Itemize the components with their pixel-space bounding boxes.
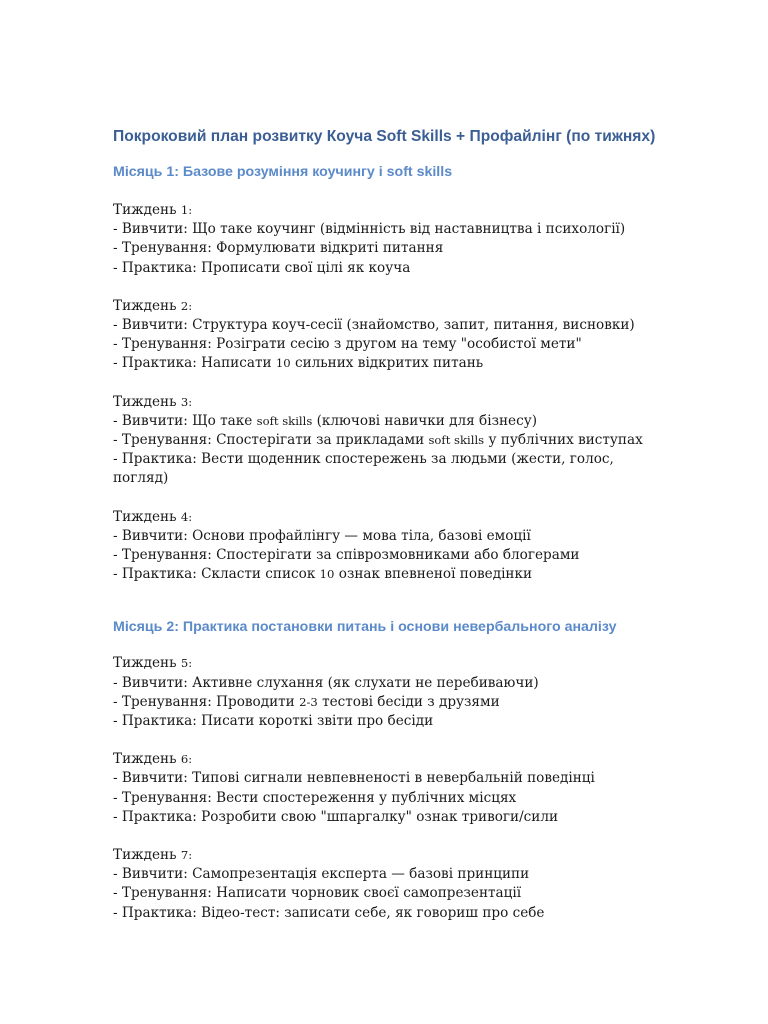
week-1-heading — [113, 201, 753, 220]
week-6-train: - Тренування: Вести спостереження у публічних місцях — [113, 789, 517, 806]
week-3-practice: - Практика: Вести щоденник спостережень за людьми (жести, голос, погляд) — [113, 451, 614, 487]
week-7-train: - Тренування: Написати чорновик своєї самопрезентації — [113, 885, 522, 902]
week-number: 2: — [180, 298, 193, 313]
week-7-heading — [113, 846, 753, 865]
text-run: - Практика: Написати — [113, 355, 272, 372]
week-4-heading — [113, 508, 753, 527]
number-run: 10 — [319, 567, 335, 582]
week-3-heading — [113, 393, 753, 412]
week-5-train — [113, 693, 753, 712]
week-label: Тиждень — [113, 393, 177, 410]
week-label: Тиждень — [113, 297, 177, 314]
document-title: Покроковий план розвитку Коуча Soft Skills + Профайлінг (по тижнях) — [113, 128, 656, 145]
number-run: 2-3 — [299, 694, 318, 709]
term-run: soft skills — [428, 433, 485, 448]
week-1-practice: - Практика: Прописати свої цілі як коуча — [113, 259, 411, 276]
text-run: - Тренування: Проводити — [113, 693, 295, 710]
week-5-study: - Вивчити: Активне слухання (як слухати не перебиваючи) — [113, 674, 539, 691]
week-5-practice: - Практика: Писати короткі звіти про бесіди — [113, 713, 434, 730]
text-run: - Вивчити: Що таке — [113, 412, 253, 429]
number-run: 10 — [275, 356, 291, 371]
week-number: 7: — [180, 848, 193, 863]
week-4-train: - Тренування: Спостерігати за співрозмовниками або блогерами — [113, 547, 580, 564]
week-6-practice: - Практика: Розробити свою "шпаргалку" ознак тривоги/сили — [113, 808, 559, 825]
text-run: сильних відкритих питань — [294, 355, 484, 372]
month-1-heading: Місяць 1: Базове розуміння коучингу і soft skills — [113, 164, 453, 180]
week-2-heading — [113, 297, 753, 316]
week-5 — [113, 654, 753, 731]
week-2-practice — [113, 354, 753, 373]
week-number: 1: — [180, 203, 193, 217]
text-run: (ключові навички для бізнесу) — [316, 412, 537, 429]
week-label: Тиждень — [113, 202, 177, 218]
text-run: - Тренування: Спостерігати за прикладами — [113, 432, 425, 449]
week-number: 6: — [180, 752, 193, 767]
week-1-train: - Тренування: Формулювати відкриті питання — [113, 240, 444, 257]
week-6-heading — [113, 750, 753, 769]
week-7-study: - Вивчити: Самопрезентація експерта — базові принципи — [113, 866, 530, 883]
week-number: 5: — [180, 656, 193, 671]
week-2-train: - Тренування: Розіграти сесію з другом на тему "особистої мети" — [113, 336, 582, 353]
week-1-study: - Вивчити: Що таке коучинг (відмінність від наставництва і психології) — [113, 221, 626, 238]
week-number: 3: — [180, 394, 193, 409]
term-run: soft skills — [256, 413, 313, 428]
week-label: Тиждень — [113, 751, 177, 768]
week-2-study: - Вивчити: Структура коуч-сесії (знайомство, запит, питання, висновки) — [113, 317, 635, 334]
document-page — [113, 124, 753, 923]
text-run: - Практика: Скласти список — [113, 566, 316, 583]
week-3 — [113, 393, 753, 489]
week-3-train — [113, 431, 753, 450]
month-2-heading: Місяць 2: Практика постановки питань і основи невербального аналізу — [113, 619, 617, 636]
text-run: ознак впевненої поведінки — [338, 566, 533, 583]
week-6-study: - Вивчити: Типові сигнали невпевненості в невербальній поведінці — [113, 770, 595, 787]
week-7-practice: - Практика: Відео-тест: записати себе, як говориш про себе — [113, 904, 545, 921]
week-6 — [113, 750, 753, 827]
week-3-study — [113, 412, 753, 431]
week-4-practice — [113, 565, 753, 584]
week-2 — [113, 297, 753, 374]
text-run: тестові бесіди з друзями — [322, 693, 500, 710]
week-label: Тиждень — [113, 655, 177, 672]
week-7 — [113, 846, 753, 923]
text-run: у публічних виступах — [488, 432, 643, 449]
week-5-heading — [113, 654, 753, 673]
week-4 — [113, 508, 753, 585]
week-label: Тиждень — [113, 847, 177, 864]
week-4-study: - Вивчити: Основи профайлінгу — мова тіла, базові емоції — [113, 527, 531, 544]
week-label: Тиждень — [113, 508, 177, 525]
week-number: 4: — [180, 509, 193, 524]
week-1 — [113, 201, 753, 278]
